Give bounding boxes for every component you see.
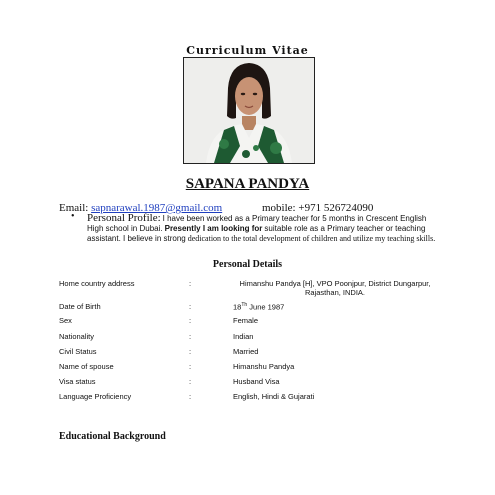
detail-value: Female <box>233 316 259 325</box>
detail-value <box>233 302 284 312</box>
detail-colon: : <box>189 316 192 325</box>
profile-label: Personal Profile: <box>87 212 161 224</box>
profile-text-2: suitable role as a Primary teacher or teaching assistant. I believe in strong <box>87 224 426 243</box>
detail-colon: : <box>189 279 192 288</box>
bullet-icon: • <box>71 211 75 222</box>
dob-day: 18 <box>233 302 242 312</box>
dob-suffix: Th <box>241 302 248 308</box>
detail-value: Himanshu Pandya [H], VPO Poonjpur, District Dungarpur, Rajasthan, INDIA. <box>239 279 431 297</box>
detail-label: Sex <box>59 316 72 325</box>
detail-label: Date of Birth <box>59 302 101 311</box>
education-title: Educational Background <box>59 431 166 442</box>
personal-profile <box>73 213 443 244</box>
document-title: Curriculum Vitae <box>186 44 309 57</box>
mobile-label: mobile: <box>262 202 296 214</box>
profile-photo <box>183 57 315 164</box>
email-label: Email: <box>59 202 89 214</box>
details-row-home-address <box>59 279 449 299</box>
profile-text-1: I have been worked as a Primary teacher for 5 months in Crescent English High school in Dubai. <box>87 214 427 233</box>
detail-value: English, Hindi & Gujarati <box>233 392 315 401</box>
email-link[interactable]: sapnarawal.1987@gmail.com <box>91 202 223 214</box>
detail-label: Visa status <box>59 377 96 386</box>
detail-label: Name of spouse <box>59 362 114 371</box>
detail-label: Home country address <box>59 279 135 288</box>
detail-colon: : <box>189 332 192 341</box>
detail-colon: : <box>189 362 192 371</box>
detail-label: Civil Status <box>59 347 97 356</box>
dob-rest: June 1987 <box>247 302 285 312</box>
mobile-number: +971 526724090 <box>298 202 374 214</box>
detail-colon: : <box>189 377 192 386</box>
detail-value: Himanshu Pandya <box>233 362 295 371</box>
detail-value: Husband Visa <box>233 377 280 386</box>
detail-colon: : <box>189 302 192 311</box>
profile-text-bold: Presently I am looking for <box>164 224 263 233</box>
profile-text-3: dedication to the total development of children and utilize my teaching skills. <box>187 234 436 243</box>
detail-value: Indian <box>233 332 254 341</box>
detail-colon: : <box>189 347 192 356</box>
portrait-image <box>184 58 314 163</box>
personal-details-title: Personal Details <box>212 259 283 270</box>
detail-label: Language Proficiency <box>59 392 132 401</box>
detail-colon: : <box>189 392 192 401</box>
detail-label: Nationality <box>59 332 95 341</box>
candidate-name: SAPANA PANDYA <box>185 176 310 192</box>
detail-value: Married <box>233 347 259 356</box>
